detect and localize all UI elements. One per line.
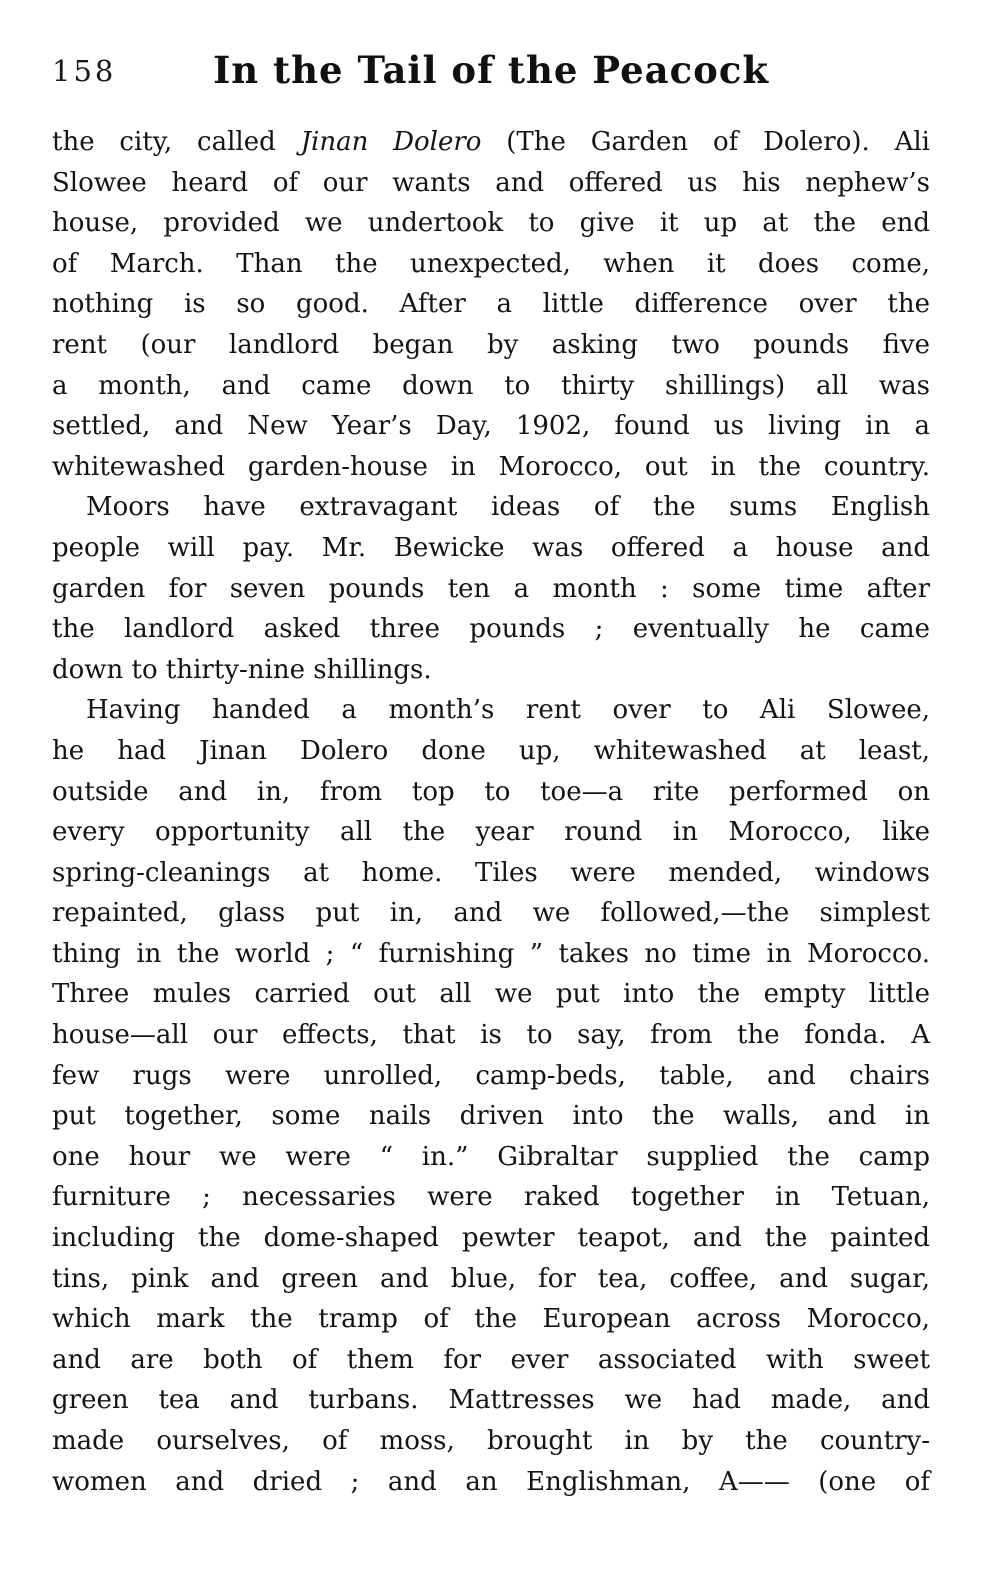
paragraph <box>52 690 930 1502</box>
page-number: 158 <box>52 54 117 88</box>
text-line: the city, called Jinan Dolero (The Garden of Dolero). Ali <box>52 127 930 157</box>
text-line: green tea and turbans. Mattresses we had made, and <box>52 1385 930 1416</box>
page-header <box>52 48 930 92</box>
text-line: spring-cleanings at home. Tiles were mended, windows <box>52 857 930 888</box>
text-line: Slowee heard of our wants and offered us his nephew’s <box>52 167 930 198</box>
text-line: house—all our effects, that is to say, from the fonda. A <box>52 1020 930 1051</box>
text-line: he had Jinan Dolero done up, whitewashed at least, <box>52 735 930 766</box>
text-line: down to thirty-nine shillings. <box>52 654 432 685</box>
page-body <box>52 122 930 1502</box>
paragraph <box>52 487 930 690</box>
text-line: house, provided we undertook to give it up at the end <box>52 208 930 239</box>
text-line: the landlord asked three pounds ; eventually he came <box>52 614 930 645</box>
text-line: furniture ; necessaries were raked together in Tetuan, <box>52 1182 930 1213</box>
text-line: Moors have extravagant ideas of the sums English <box>86 492 930 523</box>
text-line: repainted, glass put in, and we followed,—the simplest <box>52 898 930 929</box>
text-line: of March. Than the unexpected, when it does come, <box>52 248 930 279</box>
text-line: thing in the world ; “ furnishing ” takes no time in Morocco. <box>52 938 930 969</box>
text-line: and are both of them for ever associated with sweet <box>52 1344 930 1375</box>
text-line: garden for seven pounds ten a month : some time after <box>52 573 930 604</box>
paragraph <box>52 122 930 487</box>
text-line: rent (our landlord began by asking two pounds five <box>52 329 930 360</box>
text-line: a month, and came down to thirty shillings) all was <box>52 370 930 401</box>
text-line: women and dried ; and an Englishman, A—— (one of <box>52 1466 930 1497</box>
text-line: tins, pink and green and blue, for tea, coffee, and sugar, <box>52 1263 930 1294</box>
text-line: Having handed a month’s rent over to Ali Slowee, <box>86 695 930 726</box>
text-line: few rugs were unrolled, camp-beds, table, and chairs <box>52 1060 930 1091</box>
text-line: put together, some nails driven into the walls, and in <box>52 1101 930 1132</box>
text-line: whitewashed garden-house in Morocco, out in the country. <box>52 451 930 482</box>
text-line: nothing is so good. After a little difference over the <box>52 289 930 320</box>
text-line: including the dome-shaped pewter teapot, and the painted <box>52 1223 930 1254</box>
text-line: one hour we were “ in.” Gibraltar supplied the camp <box>52 1141 930 1172</box>
page-title: In the Tail of the Peacock <box>212 48 770 92</box>
text-line: every opportunity all the year round in Morocco, like <box>52 817 930 848</box>
text-line: people will pay. Mr. Bewicke was offered a house and <box>52 532 930 563</box>
text-line: settled, and New Year’s Day, 1902, found us living in a <box>52 411 930 442</box>
text-line: which mark the tramp of the European across Morocco, <box>52 1304 930 1335</box>
text-line: made ourselves, of moss, brought in by the country- <box>52 1426 930 1456</box>
text-line: outside and in, from top to toe—a rite performed on <box>52 776 930 807</box>
text-line: Three mules carried out all we put into the empty little <box>52 979 930 1010</box>
